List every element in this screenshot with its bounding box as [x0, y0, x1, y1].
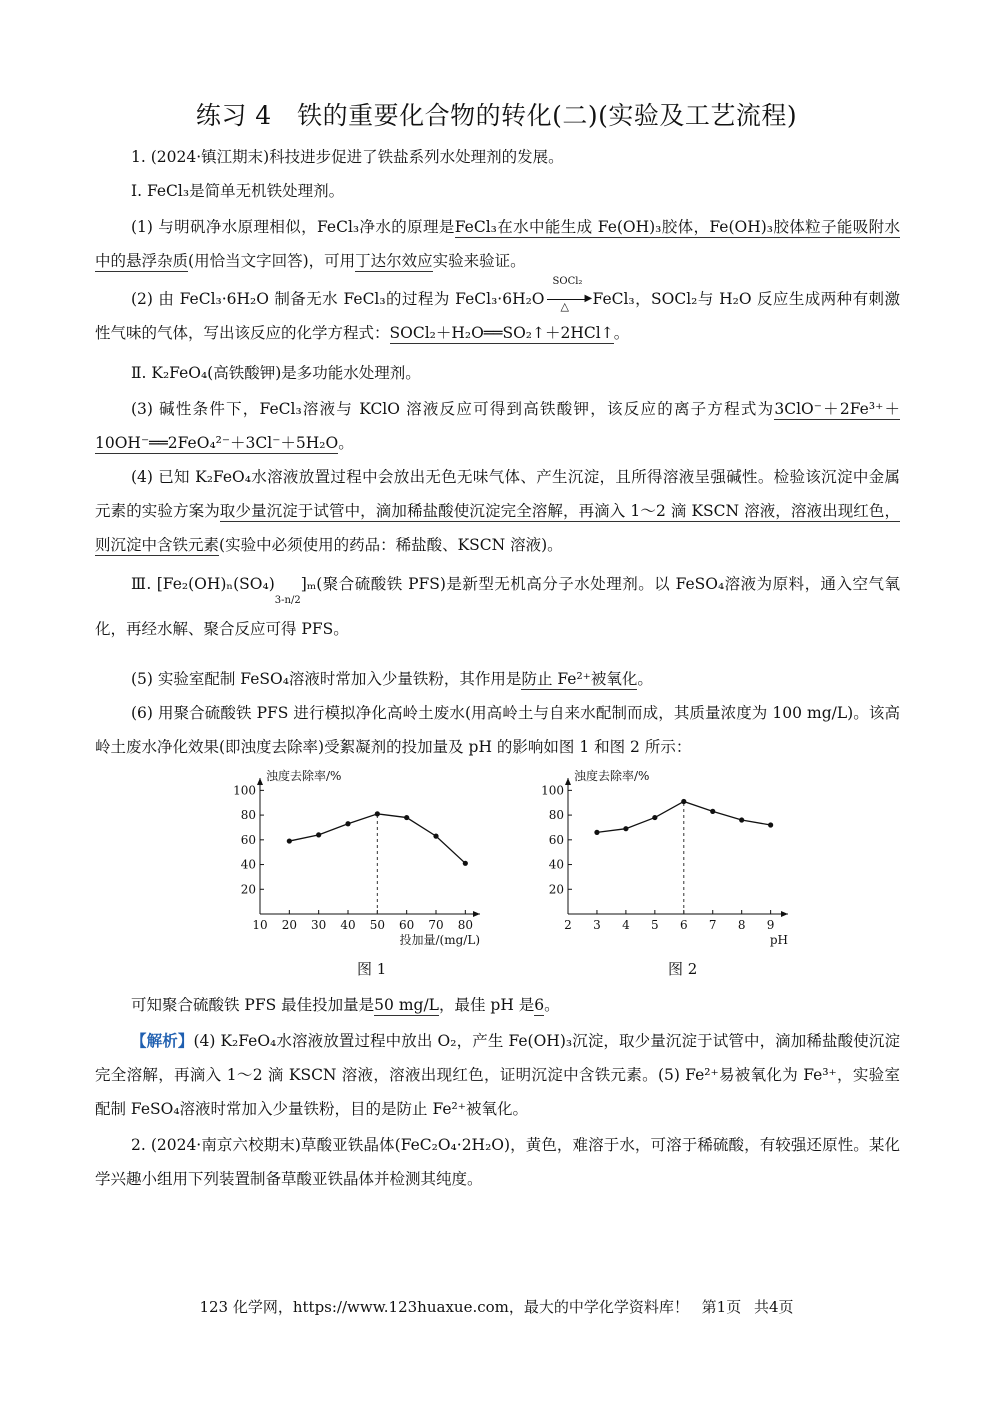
- q1-intro: [95, 140, 900, 174]
- section-2: [95, 356, 900, 390]
- question-1-3: [95, 392, 900, 460]
- section-2-text: Ⅱ. K₂FeO₄(高铁酸钾)是多功能水处理剂。: [131, 364, 421, 382]
- section-1-text: Ⅰ. FeCl₃是简单无机铁处理剂。: [131, 182, 345, 200]
- q1-3-end: 。: [338, 434, 354, 452]
- x-tick-label: 2: [564, 918, 572, 932]
- x-tick-label: 20: [281, 918, 297, 932]
- y-axis-arrow-icon: [565, 778, 571, 785]
- data-point: [375, 811, 380, 816]
- q1-5-end: 。: [637, 670, 653, 688]
- q1-intro-text: 1. (2024·镇江期末)科技进步促进了铁盐系列水处理剂的发展。: [131, 148, 564, 166]
- q1-2-stem: (2) 由 FeCl₃·6H₂O 制备无水 FeCl₃的过程为 FeCl₃·6H₂O: [131, 290, 545, 308]
- page-footer: [0, 1296, 993, 1317]
- y-tick-label: 40: [548, 857, 564, 872]
- question-1-6: [95, 696, 900, 764]
- q1-6-text: (6) 用聚合硫酸铁 PFS 进行模拟净化高岭土废水(用高岭土与自来水配制而成，其质量浓度为 100 mg/L)。该高岭土废水净化效果(即浊度去除率)受絮凝剂的投加量及 pH 的影响如图 1 和图 2 所示：: [95, 704, 900, 756]
- figure-1-caption: 图 1: [357, 960, 387, 978]
- y-tick-label: 40: [240, 857, 256, 872]
- data-point: [739, 817, 744, 822]
- y-tick-label: 60: [548, 832, 564, 847]
- y-tick-label: 100: [233, 783, 256, 798]
- analysis: [95, 1024, 900, 1126]
- y-axis-label: 浊度去除率/%: [574, 769, 650, 783]
- x-tick-label: 70: [428, 918, 444, 932]
- data-point: [594, 830, 599, 835]
- chart-figure-2: [536, 764, 798, 950]
- footer-total-pages: 共4页: [753, 1298, 794, 1316]
- data-point: [316, 832, 321, 837]
- q1-1-stem-3: 实验来验证。: [432, 252, 526, 270]
- question-2-intro: [95, 1128, 900, 1196]
- x-tick-label: 9: [766, 918, 775, 932]
- x-tick-label: 50: [369, 918, 385, 932]
- page-title: 练习 4 铁的重要化合物的转化(二)(实验及工艺流程): [195, 101, 798, 130]
- y-tick-label: 80: [548, 808, 564, 823]
- q1-2-answer: SOCl₂＋H₂O══SO₂↑＋2HCl↑: [389, 324, 614, 342]
- arrow-condition-top: SOCl₂: [552, 276, 583, 287]
- data-point: [433, 834, 438, 839]
- section-3-formula: Ⅲ. [Fe₂(OH)ₙ(SO₄): [131, 575, 275, 593]
- conclusion-end: 。: [544, 996, 560, 1014]
- arrow-condition-bottom: △: [560, 300, 569, 313]
- q1-4-stem: (4) 已知 K₂FeO₄水溶液放置过程中会放出无色无味气体、产生沉淀，且所得溶液呈强碱性。检验该沉淀中金属元素的实验方案为: [95, 468, 900, 520]
- x-tick-label: 10: [252, 918, 268, 932]
- data-point: [404, 815, 409, 820]
- reaction-arrow: [545, 276, 593, 313]
- q1-2-end: 。: [613, 324, 630, 342]
- y-tick-label: 60: [240, 832, 256, 847]
- x-axis-arrow-icon: [473, 911, 480, 917]
- data-point: [710, 809, 715, 814]
- chart-figure-1: [228, 764, 490, 950]
- data-point: [345, 821, 350, 826]
- section-3-subscript: 3-n/2: [274, 595, 301, 606]
- x-tick-label: 7: [708, 918, 717, 932]
- conclusion-answer-dose: 50 mg/L: [374, 996, 439, 1014]
- x-tick-label: 3: [593, 918, 601, 932]
- x-tick-label: 5: [651, 918, 659, 932]
- section-3: [95, 562, 900, 651]
- q1-4-answer: 取少量沉淀于试管中，滴加稀盐酸使沉淀完全溶解，再滴入 1～2 滴 KSCN 溶液，溶液出现红色，则沉淀中含铁元素: [95, 502, 900, 554]
- q1-1-answer-2: 丁达尔效应: [355, 252, 433, 270]
- conclusion-stem-2: ，最佳 pH 是: [438, 996, 535, 1014]
- data-point: [463, 861, 468, 866]
- x-tick-label: 80: [457, 918, 473, 932]
- data-point: [623, 826, 628, 831]
- y-axis-arrow-icon: [257, 778, 263, 785]
- data-point: [768, 822, 773, 827]
- question-1-4: [95, 460, 900, 562]
- data-point: [287, 838, 292, 843]
- x-axis-label: pH: [769, 933, 788, 947]
- q1-5-answer: 防止 Fe²⁺被氧化: [521, 670, 638, 688]
- y-tick-label: 20: [548, 882, 564, 897]
- footer-site: 123 化学网，https://www.123huaxue.com，最大的中学化学资料库！: [199, 1298, 689, 1316]
- q1-4-end: (实验中必须使用的药品：稀盐酸、KSCN 溶液)。: [219, 536, 563, 554]
- conclusion-stem: 可知聚合硫酸铁 PFS 最佳投加量是: [131, 996, 375, 1014]
- x-tick-label: 30: [311, 918, 327, 932]
- figure-2-caption: 图 2: [668, 960, 698, 978]
- question-1-1: [95, 210, 900, 278]
- y-tick-label: 80: [240, 808, 256, 823]
- q1-1-stem: (1) 与明矾净水原理相似，FeCl₃净水的原理是: [131, 218, 455, 236]
- q1-3-answer: 3ClO⁻＋2Fe³⁺＋10OH⁻══2FeO₄²⁻＋3Cl⁻＋5H₂O: [95, 400, 900, 452]
- q2-intro-text: 2. (2024·南京六校期末)草酸亚铁晶体(FeC₂O₄·2H₂O)，黄色，难溶于水，可溶于稀硫酸，有较强还原性。某化学兴趣小组用下列装置制备草酸亚铁晶体并检测其纯度。: [95, 1136, 900, 1188]
- q1-1-answer-1: FeCl₃在水中能生成 Fe(OH)₃胶体，Fe(OH)₃胶体粒子能吸附水中的悬浮杂质: [95, 218, 901, 270]
- data-point: [652, 815, 657, 820]
- question-1-5: [95, 662, 900, 696]
- section-3-text: ]ₘ(聚合硫酸铁 PFS)是新型无机高分子水处理剂。以 FeSO₄溶液为原料，通入空气氧化，再经水解、聚合反应可得 PFS。: [95, 575, 900, 638]
- data-point: [681, 799, 686, 804]
- x-tick-label: 6: [679, 918, 688, 932]
- x-tick-label: 8: [737, 918, 746, 932]
- y-axis-label: 浊度去除率/%: [266, 769, 342, 783]
- q1-5-stem: (5) 实验室配制 FeSO₄溶液时常加入少量铁粉，其作用是: [131, 670, 522, 688]
- q1-3-stem: (3) 碱性条件下，FeCl₃溶液与 KClO 溶液反应可得到高铁酸钾，该反应的离子方程式为: [131, 400, 775, 418]
- x-tick-label: 40: [340, 918, 356, 932]
- y-tick-label: 20: [240, 882, 256, 897]
- question-1-2: [95, 276, 900, 350]
- conclusion: [95, 988, 900, 1022]
- x-tick-label: 60: [399, 918, 415, 932]
- q1-1-stem-2: (用恰当文字回答)，可用: [188, 252, 356, 270]
- section-1: [95, 174, 900, 208]
- analysis-text: (4) K₂FeO₄水溶液放置过程中放出 O₂，产生 Fe(OH)₃沉淀，取少量沉淀于试管中，滴加稀盐酸使沉淀完全溶解，再滴入 1～2 滴 KSCN 溶液，溶液出现红色，证明沉淀中含铁元素。(5) Fe²⁺易被氧化为 Fe³⁺，实验室配制 FeSO₄溶液时常加入少量铁粉，目的是防止 Fe²⁺被氧化。: [95, 1032, 900, 1118]
- analysis-label: 【解析】: [131, 1031, 194, 1050]
- q1-2-stem-2: FeCl₃，SOCl₂与 H₂O 反应生成两种有刺激性气味的气体，写出该反应的化学方程式：: [95, 290, 900, 342]
- conclusion-answer-ph: 6: [534, 996, 545, 1014]
- x-axis-label: 投加量/(mg/L): [399, 933, 480, 947]
- x-tick-label: 4: [622, 918, 630, 932]
- arrow-head-icon: ▶: [584, 293, 593, 304]
- footer-page-number: 第1页: [701, 1298, 742, 1316]
- x-axis-arrow-icon: [781, 911, 788, 917]
- y-tick-label: 100: [541, 783, 564, 798]
